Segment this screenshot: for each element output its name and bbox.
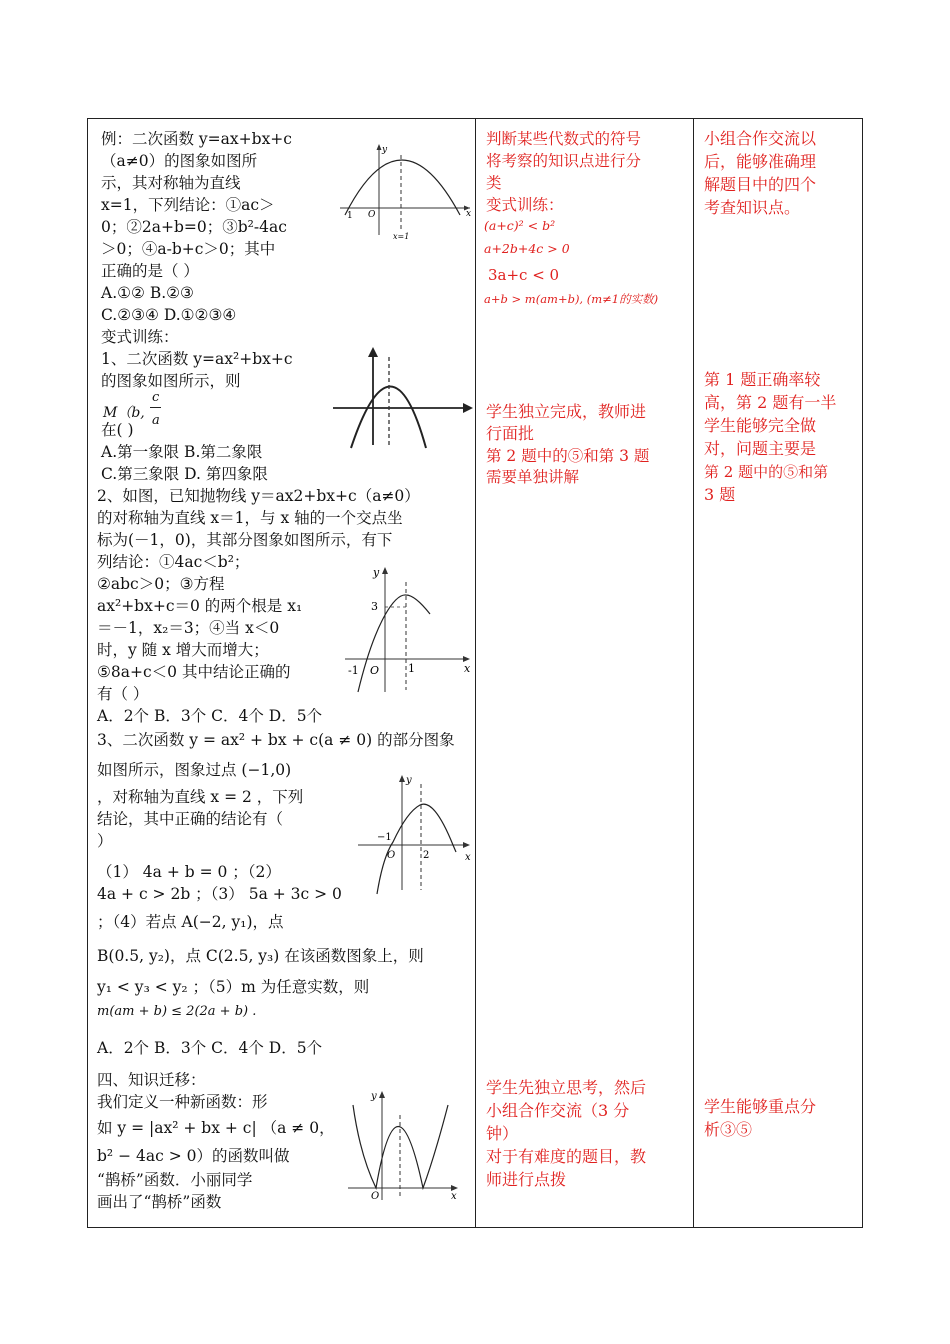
formula-line: (a+c)² < b² (484, 218, 556, 233)
text-line: 第 1 题正确率较 (704, 370, 821, 389)
section-heading: 四、知识迁移： (97, 1071, 206, 1089)
fraction-bar (150, 407, 161, 408)
text-line: 1、二次函数 y=ax²+bx+c (101, 350, 293, 368)
magpie-bridge-graph (345, 1085, 470, 1205)
point-m: M（b, (103, 405, 145, 421)
formula-line: 3a+c < 0 (488, 266, 560, 284)
text-line: 3、二次函数 y = ax² + bx + c(a ≠ 0) 的部分图象 (97, 731, 455, 749)
origin-label: O (387, 850, 396, 861)
tick-label: -1 (348, 664, 359, 677)
text-line: 在( ) (101, 421, 134, 439)
text-line: 对于有难度的题目，教 (486, 1147, 647, 1166)
text-line: ） (97, 832, 113, 850)
text-line: 钟） (486, 1124, 519, 1143)
axis-label: y (373, 566, 380, 579)
origin-label: O (371, 1191, 380, 1202)
text-line: 学生独立完成，教师进 (486, 402, 647, 421)
text-line: 学生能够完全做 (704, 416, 817, 435)
text-line: 高，第 2 题有一半 (704, 393, 837, 412)
formula-line: a+b > m(am+b), (m≠1的实数) (484, 292, 659, 306)
text-line: ax²+bx+c＝0 的两个根是 x₁ (97, 597, 303, 615)
text-line: 列结论：①4ac＜b²； (97, 553, 250, 571)
answer-options: C.②③④ D.①②③④ (101, 306, 237, 324)
text-line: 学生能够重点分 (704, 1097, 817, 1116)
text-line: 3 题 (704, 485, 736, 504)
axis-label: x (451, 1191, 457, 1202)
text-line: 行面批 (486, 424, 535, 443)
text-line: 例：二次函数 y=ax+bx+c (101, 130, 292, 148)
axis-label: y (371, 1091, 377, 1102)
text-line: 如图所示，图象过点 (−1,0) (97, 761, 292, 779)
text-line: 考查知识点。 (704, 198, 801, 217)
tick-label: 2 (423, 850, 430, 861)
text-line: ＝－1，x₂＝3；④当 x＜0 (97, 619, 280, 637)
tick-label: 1 (347, 211, 353, 221)
fraction-denominator: a (152, 413, 160, 428)
text-line: 析③⑤ (704, 1120, 753, 1139)
text-line: 画出了“鹊桥”函数 (97, 1193, 222, 1211)
text-line: x=1，下列结论：①ac＞ (101, 196, 275, 214)
text-line: 的图象如图所示，则 (101, 372, 241, 390)
example-parabola-graph (335, 140, 475, 240)
column-divider-2 (693, 118, 694, 1228)
text-line: 第 2 题中的⑤和第 3 题 (486, 447, 650, 465)
answer-options: A．2个 B．3个 C．4个 D．5个 (97, 1039, 323, 1057)
axis-of-symmetry-label: x=1 (393, 232, 410, 241)
text-line: 变式训练： (486, 196, 564, 214)
q3-parabola-graph (355, 772, 475, 897)
text-line: 师进行点拨 (486, 1170, 567, 1189)
text-line: B(0.5, y₂)，点 C(2.5, y₃) 在该函数图象上，则 (97, 947, 424, 965)
text-line: 我们定义一种新函数：形 (97, 1093, 268, 1111)
fraction-numerator: c (152, 390, 160, 405)
text-line: （1） 4a + b = 0 ；（2） (97, 863, 281, 881)
text-line: ＞0；④a-b+c＞0；其中 (101, 240, 276, 258)
text-line: 小组合作交流以 (704, 129, 817, 148)
q2-parabola-graph (340, 562, 475, 697)
text-line: 需要单独讲解 (486, 468, 580, 486)
text-line: 解题目中的四个 (704, 175, 817, 194)
origin-label: O (370, 664, 380, 677)
text-line: 4a + c > 2b ；（3） 5a + 3c > 0 (97, 885, 342, 903)
answer-options: A.第一象限 B.第二象限 (101, 443, 263, 461)
text-line: ⑤8a+c＜0 其中结论正确的 (97, 663, 291, 681)
text-line: 对，问题主要是 (704, 439, 817, 458)
column-divider-1 (475, 118, 476, 1228)
text-line: 后，能够准确理 (704, 152, 817, 171)
text-line: 第 2 题中的⑤和第 (704, 463, 829, 481)
text-line: 0；②2a+b=0；③b²-4ac (101, 218, 287, 236)
text-line: 2、如图，已知抛物线 y＝ax2+bx+c（a≠0） (97, 487, 420, 505)
section-heading: 变式训练： (101, 328, 179, 346)
text-line: 将考察的知识点进行分 (486, 152, 642, 170)
text-line: 小组合作交流（3 分 (486, 1101, 630, 1120)
tick-label: −1 (377, 832, 392, 843)
axis-label: y (406, 775, 412, 786)
text-line: 类 (486, 174, 502, 192)
text-line: b² − 4ac > 0）的函数叫做 (97, 1147, 290, 1165)
text-line: 时，y 随 x 增大而增大； (97, 641, 269, 659)
formula-line: a+2b+4c > 0 (484, 241, 570, 256)
text-line: 结论，其中正确的结论有（ (97, 810, 284, 828)
axis-label: x (465, 852, 471, 863)
formula-line: m(am + b) ≤ 2(2a + b) . (97, 1004, 257, 1019)
text-line: “鹊桥”函数．小丽同学 (97, 1171, 253, 1189)
text-line: 正确的是（ ） (101, 262, 199, 280)
text-line: 学生先独立思考，然后 (486, 1078, 647, 1097)
answer-options: A．2个 B．3个 C．4个 D．5个 (97, 707, 323, 725)
text-line: 标为(－1，0)，其部分图象如图所示，有下 (97, 531, 393, 549)
text-line: 示，其对称轴为直线 (101, 174, 241, 192)
q1-parabola-graph (333, 345, 475, 450)
axis-label: y (382, 145, 388, 155)
text-line: ，对称轴为直线 x = 2 ，下列 (97, 788, 304, 806)
text-line: 有（ ） (97, 685, 149, 703)
answer-options: C.第三象限 D. 第四象限 (101, 465, 268, 483)
axis-label: x (464, 662, 471, 675)
tick-label: 3 (371, 600, 378, 613)
answer-options: A.①② B.②③ (101, 284, 194, 302)
axis-label: x (466, 209, 472, 219)
text-line: 如 y = |ax² + bx + c| （a ≠ 0， (97, 1119, 335, 1137)
origin-label: O (368, 210, 376, 220)
text-line: 的对称轴为直线 x＝1，与 x 轴的一个交点坐 (97, 509, 403, 527)
text-line: ②abc＞0；③方程 (97, 575, 225, 593)
text-line: y₁ < y₃ < y₂ ；（5）m 为任意实数，则 (97, 978, 370, 996)
text-line: ；（4）若点 A(−2, y₁)，点 (97, 913, 284, 931)
text-line: 判断某些代数式的符号 (486, 130, 642, 148)
tick-label: 1 (408, 662, 415, 675)
text-line: （a≠0）的图象如图所 (101, 152, 258, 170)
